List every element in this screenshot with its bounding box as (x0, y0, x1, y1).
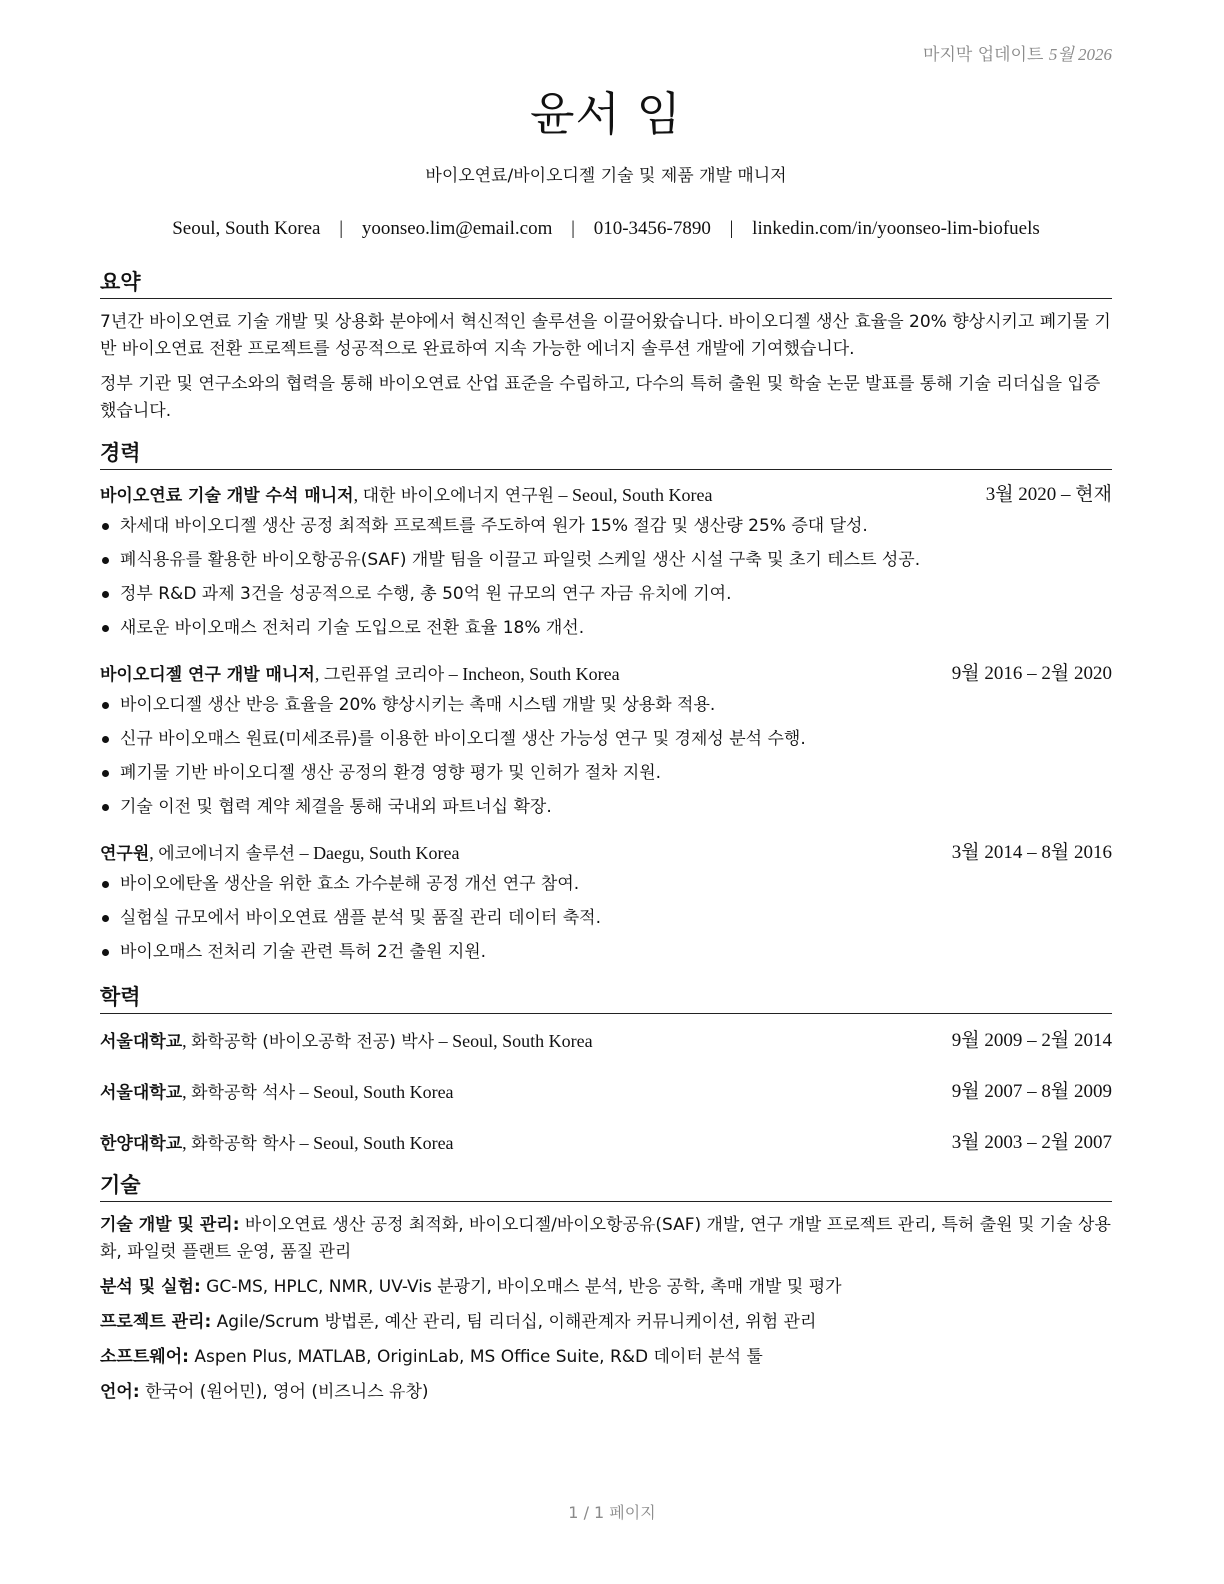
contact-separator: | (339, 218, 344, 239)
job-dates: 3월 2014 – 8월 2016 (951, 842, 1112, 863)
education-dates: 3월 2003 – 2월 2007 (951, 1132, 1112, 1153)
job-bullet: 폐식용유를 활용한 바이오항공유(SAF) 개발 팀을 이끌고 파일럿 스케일 생산 시설 구축 및 초기 테스트 성공. (100, 543, 1112, 577)
job-company: 에코에너지 솔루션 (158, 844, 296, 864)
job-bullet: 실험실 규모에서 바이오연료 샘플 분석 및 품질 관리 데이터 축적. (100, 901, 1112, 935)
section-title-education: 학력 (100, 983, 1112, 1014)
skill-value: GC-MS, HPLC, NMR, UV-Vis 분광기, 바이오매스 분석, 반응 공학, 촉매 개발 및 평가 (206, 1277, 842, 1297)
bullet-dot-icon (102, 702, 109, 709)
section-title-skills: 기술 (100, 1171, 1112, 1202)
job-company: 그린퓨얼 코리아 (323, 665, 445, 685)
education-title-line: 서울대학교, 화학공학 (바이오공학 전공) 박사 – Seoul, South Korea (100, 1031, 593, 1052)
skill-value: Agile/Scrum 방법론, 예산 관리, 팀 리더십, 이해관계자 커뮤니케이션, 위험 관리 (216, 1312, 817, 1332)
contact-separator: | (729, 218, 734, 239)
skill-label: 프로젝트 관리: (100, 1312, 212, 1332)
skill-label: 언어: (100, 1382, 140, 1402)
job-bullet: 폐기물 기반 바이오디젤 생산 공정의 환경 영향 평가 및 인허가 절차 지원. (100, 756, 1112, 790)
skill-value: 한국어 (원어민), 영어 (비즈니스 유창) (145, 1382, 429, 1402)
job-entry (100, 840, 1112, 969)
contact-line (100, 216, 1112, 242)
skill-value: 바이오연료 생산 공정 최적화, 바이오디젤/바이오항공유(SAF) 개발, 연구 개발 프로젝트 관리, 특허 출원 및 기술 상용화, 파일럿 플랜트 운영, 품질 관리 (100, 1215, 1111, 1262)
last-updated (100, 40, 1112, 70)
last-updated-label: 마지막 업데이트 (923, 45, 1044, 65)
contact-separator: | (571, 218, 575, 239)
education-entry (100, 1130, 1112, 1157)
job-position: 바이오디젤 연구 개발 매니저 (100, 665, 315, 685)
job-bullet: 정부 R&D 과제 3건을 성공적으로 수행, 총 50억 원 규모의 연구 자금 유치에 기여. (100, 577, 1112, 611)
job-bullet: 새로운 바이오매스 전처리 기술 도입으로 전환 효율 18% 개선. (100, 611, 1112, 645)
bullet-dot-icon (102, 915, 109, 922)
summary-section (100, 268, 1112, 425)
job-title-line: 연구원, 에코에너지 솔루션 – Daegu, South Korea (100, 843, 460, 864)
job-location: Incheon, South Korea (462, 664, 620, 684)
candidate-name: 윤서 임 (530, 87, 682, 141)
summary-paragraph: 7년간 바이오연료 기술 개발 및 상용화 분야에서 혁신적인 솔루션을 이끌어왔습니다. 바이오디젤 생산 효율을 20% 향상시키고 폐기물 기반 바이오연료 전환 프로젝트를 성공적으로 완료하여 지속 가능한 에너지 솔루션 개발에 기여했습니다. (100, 312, 1111, 359)
skill-row (100, 1379, 1112, 1406)
skill-label: 기술 개발 및 관리: (100, 1215, 240, 1235)
job-bullet: 바이오매스 전처리 기술 관련 특허 2건 출원 지원. (100, 935, 1112, 969)
job-position: 연구원 (100, 844, 150, 864)
job-title-line: 바이오연료 기술 개발 수석 매니저, 대한 바이오에너지 연구원 – Seoul, South Korea (100, 485, 713, 506)
education-school: 서울대학교 (100, 1032, 183, 1052)
education-location: Seoul, South Korea (452, 1031, 593, 1051)
education-dates: 9월 2007 – 8월 2009 (951, 1081, 1112, 1102)
job-bullets (100, 867, 1112, 969)
experience-section (100, 439, 1112, 969)
education-dates: 9월 2009 – 2월 2014 (951, 1030, 1112, 1051)
contact-location: Seoul, South Korea (172, 218, 321, 239)
job-dates: 3월 2020 – 현재 (985, 484, 1112, 505)
resume-page (100, 40, 1112, 1406)
skill-row (100, 1212, 1112, 1266)
job-location: Daegu, South Korea (313, 843, 460, 863)
skill-value: Aspen Plus, MATLAB, OriginLab, MS Office Suite, R&D 데이터 분석 툴 (194, 1347, 763, 1367)
candidate-role: 바이오연료/바이오디젤 기술 및 제품 개발 매니저 (425, 166, 787, 186)
job-position: 바이오연료 기술 개발 수석 매니저 (100, 486, 354, 506)
bullet-dot-icon (102, 591, 109, 598)
skill-label: 소프트웨어: (100, 1347, 189, 1367)
bullet-dot-icon (102, 625, 109, 632)
summary-paragraph: 정부 기관 및 연구소와의 협력을 통해 바이오연료 산업 표준을 수립하고, 다수의 특허 출원 및 학술 논문 발표를 통해 기술 리더십을 입증했습니다. (100, 374, 1101, 421)
job-bullets (100, 688, 1112, 824)
education-location: Seoul, South Korea (313, 1133, 454, 1153)
page-indicator: 1 / 1 페이지 (568, 1503, 656, 1522)
job-bullet: 바이오에탄올 생산을 위한 효소 가수분해 공정 개선 연구 참여. (100, 867, 1112, 901)
education-school: 한양대학교 (100, 1134, 183, 1154)
job-entry (100, 661, 1112, 824)
education-degree: 화학공학 (바이오공학 전공) 박사 (191, 1032, 435, 1052)
job-entry (100, 482, 1112, 645)
bullet-dot-icon (102, 770, 109, 777)
skill-row (100, 1274, 1112, 1301)
contact-phone: 010-3456-7890 (593, 218, 711, 239)
skill-label: 분석 및 실험: (100, 1277, 201, 1297)
bullet-dot-icon (102, 881, 109, 888)
job-header (100, 840, 1112, 867)
bullet-dot-icon (102, 523, 109, 530)
education-title-line: 서울대학교, 화학공학 석사 – Seoul, South Korea (100, 1082, 454, 1103)
education-section (100, 983, 1112, 1157)
section-title-summary: 요약 (100, 268, 1112, 299)
bullet-dot-icon (102, 736, 109, 743)
last-updated-date: 5월 2026 (1048, 45, 1112, 64)
job-bullet: 차세대 바이오디젤 생산 공정 최적화 프로젝트를 주도하여 원가 15% 절감 및 생산량 25% 증대 달성. (100, 509, 1112, 543)
job-header (100, 482, 1112, 509)
skill-row (100, 1309, 1112, 1336)
education-degree: 화학공학 학사 (191, 1134, 296, 1154)
section-title-experience: 경력 (100, 439, 1112, 470)
job-company: 대한 바이오에너지 연구원 (362, 486, 555, 506)
education-entry (100, 1028, 1112, 1055)
job-title-line: 바이오디젤 연구 개발 매니저, 그린퓨얼 코리아 – Incheon, South Korea (100, 664, 620, 685)
education-location: Seoul, South Korea (313, 1082, 454, 1102)
job-bullet: 기술 이전 및 협력 계약 체결을 통해 국내외 파트너십 확장. (100, 790, 1112, 824)
contact-linkedin[interactable]: linkedin.com/in/yoonseo-lim-biofuels (752, 218, 1040, 239)
education-school: 서울대학교 (100, 1083, 183, 1103)
contact-email[interactable]: yoonseo.lim@email.com (361, 218, 553, 239)
job-header (100, 661, 1112, 688)
bullet-dot-icon (102, 804, 109, 811)
skill-row (100, 1344, 1112, 1371)
education-entry (100, 1079, 1112, 1106)
education-title-line: 한양대학교, 화학공학 학사 – Seoul, South Korea (100, 1133, 454, 1154)
bullet-dot-icon (102, 949, 109, 956)
bullet-dot-icon (102, 557, 109, 564)
job-bullet: 바이오디젤 생산 반응 효율을 20% 향상시키는 촉매 시스템 개발 및 상용화 적용. (100, 688, 1112, 722)
education-degree: 화학공학 석사 (191, 1083, 296, 1103)
skills-section (100, 1171, 1112, 1406)
job-location: Seoul, South Korea (572, 485, 713, 505)
job-bullets (100, 509, 1112, 645)
job-dates: 9월 2016 – 2월 2020 (951, 663, 1112, 684)
job-bullet: 신규 바이오매스 원료(미세조류)를 이용한 바이오디젤 생산 가능성 연구 및 경제성 분석 수행. (100, 722, 1112, 756)
